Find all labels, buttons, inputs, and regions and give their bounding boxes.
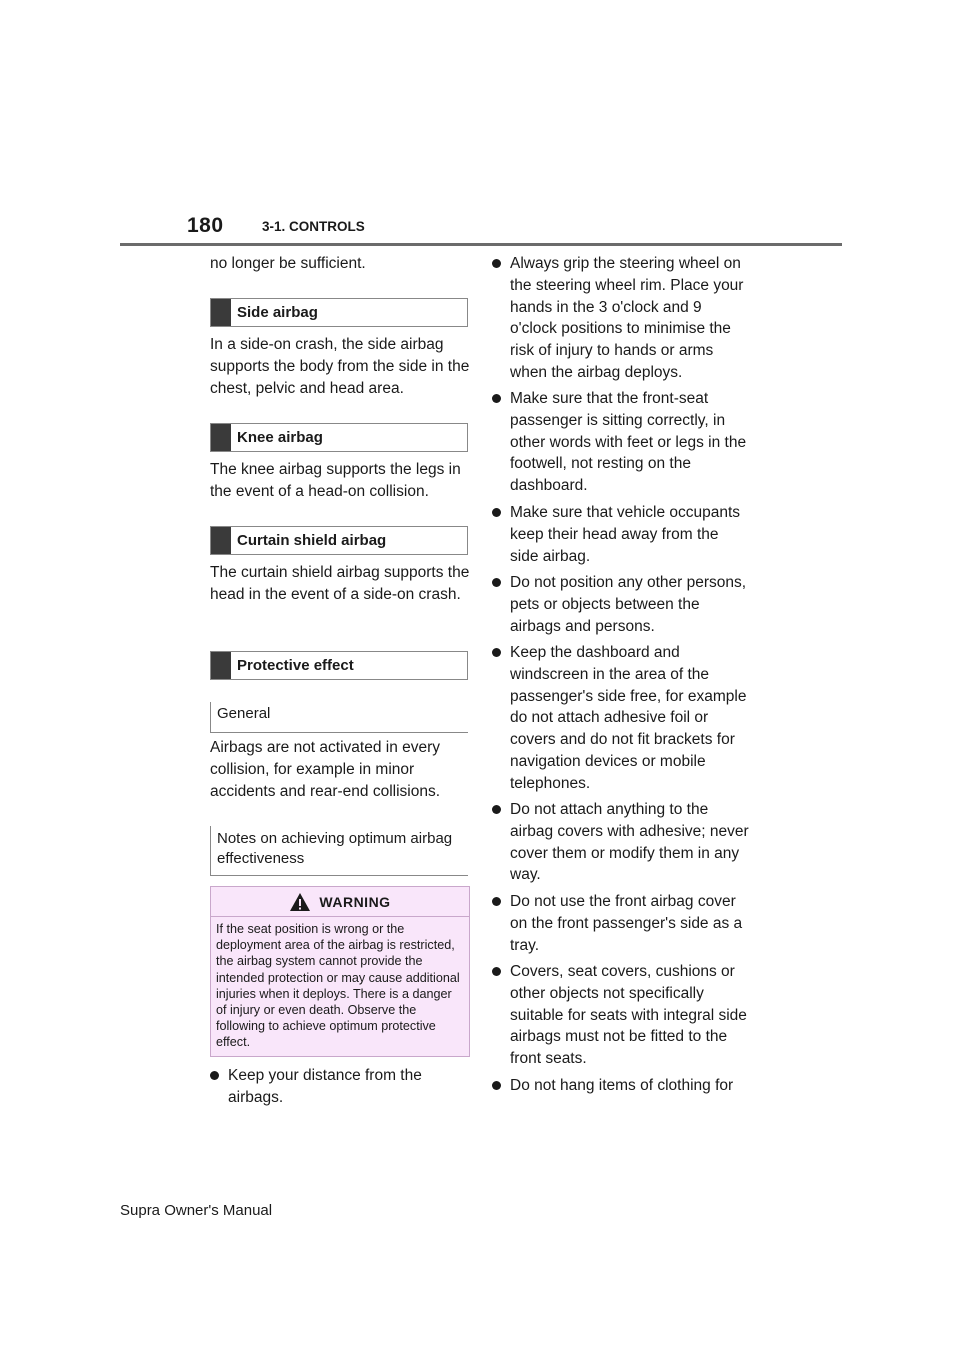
- bullet-text: Do not use the front airbag cover on the front passenger's side as a tray.: [510, 893, 743, 954]
- curtain-airbag-text: The curtain shield airbag supports the head in the event of a side-on crash.: [210, 564, 470, 603]
- bullet-text: Covers, seat covers, cushions or other objects not specifically suitable for seats with integral side airbags must not be fitted to the front seats.: [510, 963, 747, 1068]
- bullet-dot: [492, 259, 501, 268]
- bullet-dot: [492, 1081, 501, 1090]
- list-item: [492, 572, 750, 637]
- page-number: 180: [187, 214, 224, 237]
- bullet-dot: [210, 1071, 219, 1080]
- warning-text: If the seat position is wrong or the deployment area of the airbag is restricted, the airbag system cannot provide the intended protection or may cause additional injuries when it deploys. There is a danger of injury or even death. Observe the following to achieve optimum protective effect.: [216, 922, 460, 1050]
- list-item: [492, 388, 750, 497]
- side-airbag-heading: [210, 298, 468, 327]
- curtain-airbag-heading-label: Curtain shield airbag: [237, 532, 387, 549]
- bullet-text: Do not position any other persons, pets or objects between the airbags and persons.: [510, 574, 747, 635]
- bullet-text: Do not hang items of clothing for: [510, 1077, 734, 1094]
- list-item: [492, 642, 750, 795]
- bullet-text: Make sure that vehicle occupants keep their head away from the side airbag.: [510, 504, 741, 565]
- bullet-dot: [492, 967, 501, 976]
- footer-manual-title: Supra Owner's Manual: [120, 1202, 273, 1219]
- protective-effect-heading: [210, 651, 468, 680]
- list-item: [492, 502, 750, 567]
- list-item: [210, 1065, 450, 1109]
- header-divider: [120, 243, 842, 246]
- bullet-text: Always grip the steering wheel on the steering wheel rim. Place your hands in the 3 o'clock and 9 o'clock positions to minimise the risk of injury to hands or arms when the airbag deploys.: [510, 255, 744, 381]
- warning-triangle-icon: [289, 892, 311, 912]
- warning-title: WARNING: [319, 893, 391, 910]
- heading-bar: [211, 527, 231, 554]
- bullet-text: Keep your distance from the airbags.: [228, 1067, 422, 1106]
- curtain-airbag-heading: [210, 526, 468, 555]
- heading-bar: [211, 652, 231, 679]
- side-airbag-heading-label: Side airbag: [237, 304, 318, 321]
- bullet-dot: [492, 508, 501, 517]
- knee-airbag-heading-label: Knee airbag: [237, 429, 323, 446]
- knee-airbag-text: The knee airbag supports the legs in the event of a head-on collision.: [210, 461, 461, 500]
- bullet-text: Make sure that the front-seat passenger is sitting correctly, in other words with feet or legs in the footwell, not resting on the dashboard.: [510, 390, 747, 495]
- list-item: [492, 253, 750, 384]
- section-title: 3-1. CONTROLS: [262, 219, 365, 234]
- heading-bar: [211, 424, 231, 451]
- bullet-text: Keep the dashboard and windscreen in the area of the passenger's side free, for example do not attach adhesive foil or covers and do not fit brackets for navigation devices or mobile telephones.: [510, 644, 747, 792]
- knee-airbag-heading: [210, 423, 468, 452]
- warning-box: [210, 886, 470, 1057]
- protective-effect-heading-label: Protective effect: [237, 657, 354, 674]
- general-subheading: General: [210, 702, 468, 733]
- intro-text: no longer be sufficient.: [210, 255, 366, 272]
- bullet-dot: [492, 394, 501, 403]
- bullet-dot: [492, 897, 501, 906]
- bullet-text: Do not attach anything to the airbag covers with adhesive; never cover them or modify them in any way.: [510, 801, 749, 884]
- notes-subheading: Notes on achieving optimum airbag effectiveness: [210, 826, 468, 876]
- list-item: [492, 961, 750, 1070]
- general-text: Airbags are not activated in every collision, for example in minor accidents and rear-end collisions.: [210, 739, 441, 800]
- bullet-dot: [492, 805, 501, 814]
- side-airbag-text: In a side-on crash, the side airbag supports the body from the side in the chest, pelvic and head area.: [210, 336, 470, 397]
- warning-header: [211, 887, 469, 917]
- list-item: [492, 1075, 750, 1097]
- bullet-dot: [492, 578, 501, 587]
- bullet-dot: [492, 648, 501, 657]
- list-item: [492, 799, 750, 886]
- list-item: [492, 891, 750, 956]
- heading-bar: [211, 299, 231, 326]
